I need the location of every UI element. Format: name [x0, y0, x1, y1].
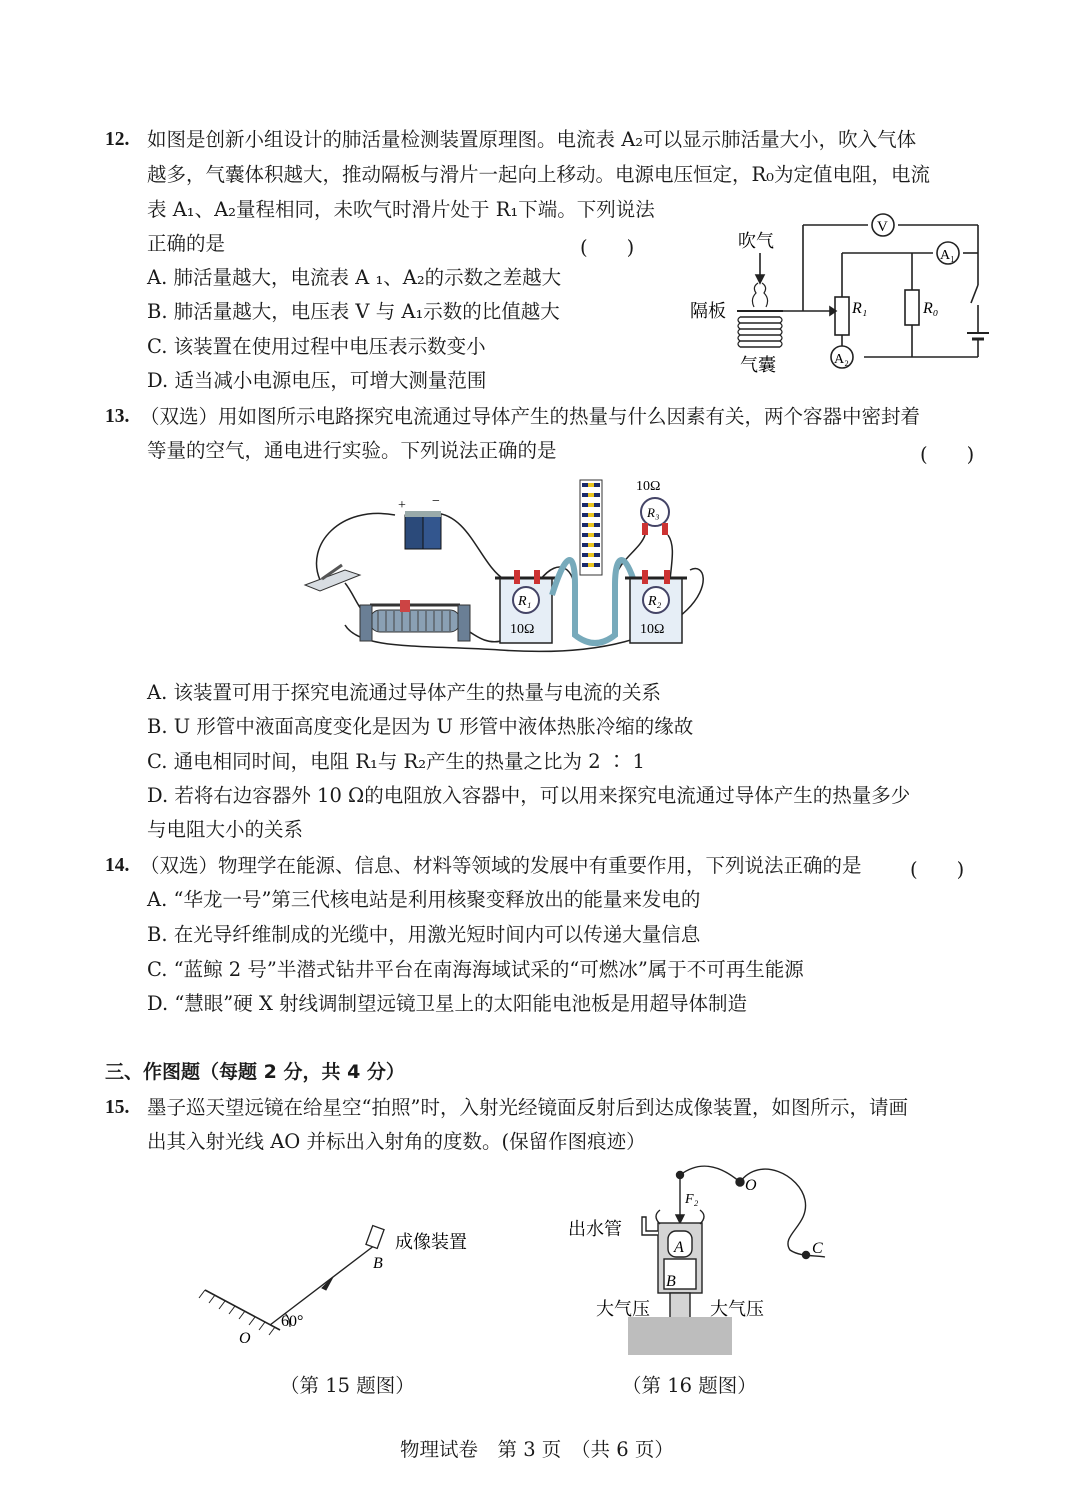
question-text: （双选）物理学在能源、信息、材料等领域的发展中有重要作用，下列说法正确的是	[140, 854, 862, 877]
battery	[405, 511, 441, 549]
option-b: B. 在光导纤维制成的光缆中，用激光短时间内可以传递大量信息	[147, 923, 701, 946]
fig16-diagram	[560, 1165, 860, 1365]
switch	[305, 565, 360, 591]
u-tube	[552, 480, 638, 643]
question-text: 正确的是	[147, 232, 226, 255]
figure-caption: （第 16 题图）	[622, 1374, 757, 1397]
question-text: 等量的空气，通电进行实验。下列说法正确的是	[147, 439, 557, 462]
label-r1: R₁	[518, 594, 532, 609]
question-text: 出其入射光线 AO 并标出入射角的度数。(保留作图痕迹）	[147, 1130, 646, 1153]
question-text: （双选）用如图所示电路探究电流通过导体产生的热量与什么因素有关，两个容器中密封着	[140, 405, 921, 428]
label-r1: R₁	[852, 300, 868, 317]
label-point-o: O	[239, 1330, 251, 1347]
option-d: D. 适当减小电源电压，可增大测量范围	[147, 369, 487, 392]
label-r3-value: 10Ω	[636, 479, 661, 494]
option-c: C. “蓝鲸 2 号”半潜式钻井平台在南海海域试采的“可燃冰”属于不可再生能源	[147, 958, 804, 981]
label-voltmeter: V	[877, 219, 888, 235]
option-d: D. “慧眼”硬 X 射线调制望远镜卫星上的太阳能电池板是用超导体制造	[147, 992, 748, 1015]
label-atmospheric-left: 大气压	[596, 1299, 650, 1319]
option-c: C. 通电相同时间，电阻 R₁与 R₂产生的热量之比为 2 ∶ 1	[147, 750, 645, 773]
battery-plus: +	[398, 498, 406, 513]
label-ammeter-a1: A₁	[940, 248, 955, 263]
label-plate: 隔板	[690, 301, 726, 321]
option-a: A. “华龙一号”第三代核电站是利用核聚变释放出的能量来发电的	[147, 888, 701, 911]
label-r1-value: 10Ω	[510, 622, 535, 637]
label-r2-value: 10Ω	[640, 622, 665, 637]
option-a: A. 该装置可用于探究电流通过导体产生的热量与电流的关系	[147, 681, 661, 704]
answer-parentheses: ( )	[910, 858, 965, 881]
q12-circuit-diagram	[680, 205, 1010, 380]
label-bag: 气囊	[740, 355, 776, 375]
question-number: 13.	[105, 406, 130, 427]
label-f2: F₂	[685, 1192, 699, 1207]
label-r2: R₂	[648, 594, 662, 609]
label-imaging-device: 成像装置	[395, 1232, 467, 1252]
figure-caption: （第 15 题图）	[280, 1374, 415, 1397]
label-angle: 60°	[281, 1313, 304, 1330]
label-outlet-pipe: 出水管	[568, 1219, 622, 1239]
label-a: A	[674, 1239, 684, 1256]
label-atmospheric-right: 大气压	[710, 1299, 764, 1319]
section-heading: 三、作图题（每题 2 分，共 4 分）	[105, 1061, 405, 1083]
question-text: 如图是创新小组设计的肺活量检测装置原理图。电流表 A₂可以显示肺活量大小，吹入气体	[147, 128, 917, 151]
label-point-c: C	[812, 1240, 823, 1257]
label-blow: 吹气	[738, 231, 774, 251]
question-text: 越多，气囊体积越大，推动隔板与滑片一起向上移动。电源电压恒定，R₀为定值电阻，电流	[147, 163, 930, 186]
label-point-b: B	[373, 1255, 383, 1272]
option-c: C. 该装置在使用过程中电压表示数变小	[147, 335, 486, 358]
option-b: B. U 形管中液面高度变化是因为 U 形管中液体热胀冷缩的缘故	[147, 715, 694, 738]
option-b: B. 肺活量越大，电压表 V 与 A₁示数的比值越大	[147, 300, 560, 323]
question-number: 12.	[105, 129, 130, 150]
answer-parentheses: ( )	[580, 236, 635, 259]
label-b: B	[666, 1273, 676, 1290]
option-a: A. 肺活量越大，电流表 A ₁、A₂的示数之差越大	[147, 266, 562, 289]
label-r3: R₃	[647, 505, 660, 520]
label-point-o: O	[745, 1177, 757, 1194]
battery-minus: −	[432, 494, 440, 509]
question-number: 14.	[105, 855, 130, 876]
option-d-continued: 与电阻大小的关系	[147, 818, 304, 841]
label-r0: R₀	[923, 300, 939, 317]
question-text: 表 A₁、A₂量程相同，未吹气时滑片处于 R₁下端。下列说法	[147, 198, 655, 221]
answer-parentheses: ( )	[920, 443, 975, 466]
option-d: D. 若将右边容器外 10 Ω的电阻放入容器中，可以用来探究电流通过导体产生的热量多少	[147, 784, 911, 807]
q13-experiment-diagram	[300, 475, 720, 665]
label-ammeter-a2: A₂	[834, 352, 849, 367]
rheostat	[360, 600, 470, 641]
page-footer: 物理试卷 第 3 页 （共 6 页）	[400, 1438, 674, 1461]
question-number: 15.	[105, 1097, 130, 1118]
question-text: 墨子巡天望远镜在给星空“拍照”时，入射光经镜面反射后到达成像装置，如图所示，请画	[147, 1096, 908, 1119]
q15-mirror-diagram	[195, 1215, 515, 1360]
